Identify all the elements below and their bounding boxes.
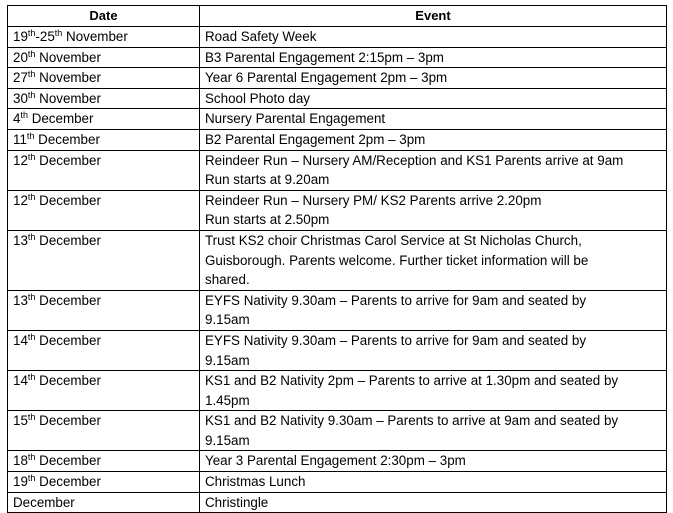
date-number: 25	[39, 29, 55, 44]
date-text: -	[35, 29, 40, 44]
date-text: December	[35, 413, 101, 429]
date-ordinal-suffix: th	[27, 231, 36, 242]
date-cell	[8, 472, 200, 493]
date-text: December	[35, 373, 101, 389]
date-cell	[8, 371, 200, 411]
date-number: 19	[13, 29, 28, 44]
date-cell	[8, 129, 200, 150]
table-body	[8, 27, 667, 513]
date-cell	[8, 190, 200, 230]
date-text: November	[35, 70, 101, 86]
table-row	[8, 68, 667, 89]
event-text-line: Year 3 Parental Engagement 2:30pm – 3pm	[205, 453, 466, 469]
event-cell	[200, 68, 667, 89]
table-row	[8, 411, 667, 451]
event-text-line: B2 Parental Engagement 2pm – 3pm	[205, 131, 426, 147]
event-text-line: 9.15am	[205, 432, 250, 448]
date-number: 18	[13, 453, 28, 469]
table-row	[8, 371, 667, 411]
date-cell	[8, 411, 200, 451]
date-cell	[8, 47, 200, 68]
event-text-line: 1.45pm	[205, 392, 250, 408]
event-text-line: B3 Parental Engagement 2:15pm – 3pm	[205, 49, 444, 65]
table-row	[8, 88, 667, 109]
event-text-line: Christmas Lunch	[205, 474, 306, 490]
date-cell	[8, 150, 200, 190]
date-text: November	[62, 29, 128, 44]
event-cell	[200, 411, 667, 451]
date-cell	[8, 68, 200, 89]
event-text-line: Run starts at 2.50pm	[205, 212, 330, 228]
date-number: 13	[13, 292, 28, 308]
date-ordinal-suffix: th	[27, 28, 36, 38]
event-text-line: 9.15am	[205, 312, 250, 328]
date-text: December	[35, 474, 101, 490]
date-text: December	[35, 192, 101, 208]
event-text-line: Nursery Parental Engagement	[205, 111, 386, 127]
date-text: December	[35, 232, 101, 248]
date-text: December	[35, 292, 101, 308]
event-text-line: Reindeer Run – Nursery AM/Reception and KS1 Parents arrive at 9am	[205, 152, 624, 168]
date-ordinal-suffix: th	[20, 110, 28, 121]
date-ordinal-suffix: th	[54, 28, 63, 38]
date-cell	[8, 109, 200, 130]
date-number: 15	[13, 413, 28, 429]
table-row	[8, 290, 667, 330]
date-text: December	[35, 332, 101, 348]
date-ordinal-suffix: th	[27, 412, 36, 423]
date-ordinal-suffix: th	[27, 48, 36, 59]
date-number: 20	[13, 49, 28, 65]
date-ordinal-suffix: th	[27, 191, 36, 202]
event-column-header: Event	[200, 6, 667, 27]
date-number: 4	[13, 111, 21, 127]
event-text-line: 9.15am	[205, 352, 250, 368]
event-text-line: KS1 and B2 Nativity 9.30am – Parents to arrive at 9am and seated by	[205, 413, 619, 429]
date-cell	[8, 451, 200, 472]
date-text: November	[35, 49, 101, 65]
date-cell	[8, 230, 200, 290]
date-number: 30	[13, 90, 28, 106]
date-ordinal-suffix: th	[27, 473, 36, 484]
date-ordinal-suffix: th	[27, 89, 36, 100]
table-row	[8, 109, 667, 130]
date-text: November	[35, 90, 101, 106]
event-cell	[200, 371, 667, 411]
event-text-line: KS1 and B2 Nativity 2pm – Parents to arrive at 1.30pm and seated by	[205, 373, 619, 389]
event-text-line: Road Safety Week	[205, 29, 317, 44]
event-text-line: Christingle	[205, 494, 269, 510]
date-text: December	[35, 453, 101, 469]
event-cell	[200, 472, 667, 493]
date-ordinal-suffix: th	[26, 130, 35, 141]
event-cell	[200, 88, 667, 109]
event-text-line: EYFS Nativity 9.30am – Parents to arrive for 9am and seated by	[205, 332, 587, 348]
date-text: December	[34, 131, 100, 147]
table-row	[8, 330, 667, 370]
event-cell	[200, 47, 667, 68]
event-cell	[200, 330, 667, 370]
event-text-line: Reindeer Run – Nursery PM/ KS2 Parents arrive 2.20pm	[205, 192, 542, 208]
date-ordinal-suffix: th	[27, 331, 36, 342]
event-cell	[200, 492, 667, 513]
date-number: 13	[13, 232, 28, 248]
table-row	[8, 472, 667, 493]
event-cell	[200, 109, 667, 130]
event-text-line: Year 6 Parental Engagement 2pm – 3pm	[205, 70, 448, 86]
event-cell	[200, 451, 667, 472]
table-row	[8, 27, 667, 48]
date-ordinal-suffix: th	[27, 151, 36, 162]
date-number: 12	[13, 152, 28, 168]
event-cell	[200, 190, 667, 230]
date-number: 12	[13, 192, 28, 208]
date-cell	[8, 330, 200, 370]
date-cell	[8, 492, 200, 513]
date-number: 14	[13, 332, 28, 348]
table-row	[8, 492, 667, 513]
events-table	[7, 5, 667, 513]
date-cell	[8, 290, 200, 330]
date-ordinal-suffix: th	[27, 69, 36, 80]
event-text-line: Trust KS2 choir Christmas Carol Service at St Nicholas Church,	[205, 232, 582, 248]
header-row	[8, 6, 667, 27]
date-column-header: Date	[8, 6, 200, 27]
table-row	[8, 230, 667, 290]
date-ordinal-suffix: th	[27, 372, 36, 383]
date-text: December	[35, 152, 101, 168]
event-cell	[200, 230, 667, 290]
event-text-line: Guisborough. Parents welcome. Further ticket information will be	[205, 252, 589, 268]
event-text-line: School Photo day	[205, 90, 310, 106]
date-text: December	[27, 111, 94, 127]
date-cell	[8, 27, 200, 48]
event-text-line: EYFS Nativity 9.30am – Parents to arrive for 9am and seated by	[205, 292, 587, 308]
date-ordinal-suffix: th	[27, 452, 36, 463]
date-number: 11	[13, 131, 27, 147]
table-row	[8, 190, 667, 230]
table-row	[8, 150, 667, 190]
event-cell	[200, 290, 667, 330]
date-text: December	[13, 494, 75, 510]
date-number: 27	[13, 70, 28, 86]
table-row	[8, 47, 667, 68]
date-cell	[8, 88, 200, 109]
event-cell	[200, 150, 667, 190]
event-cell	[200, 129, 667, 150]
event-text-line: shared.	[205, 272, 250, 288]
date-number: 19	[13, 474, 28, 490]
table-row	[8, 129, 667, 150]
date-ordinal-suffix: th	[27, 291, 36, 302]
event-text-line: Run starts at 9.20am	[205, 172, 330, 188]
event-cell	[200, 27, 667, 48]
date-number: 14	[13, 373, 28, 389]
table-row	[8, 451, 667, 472]
